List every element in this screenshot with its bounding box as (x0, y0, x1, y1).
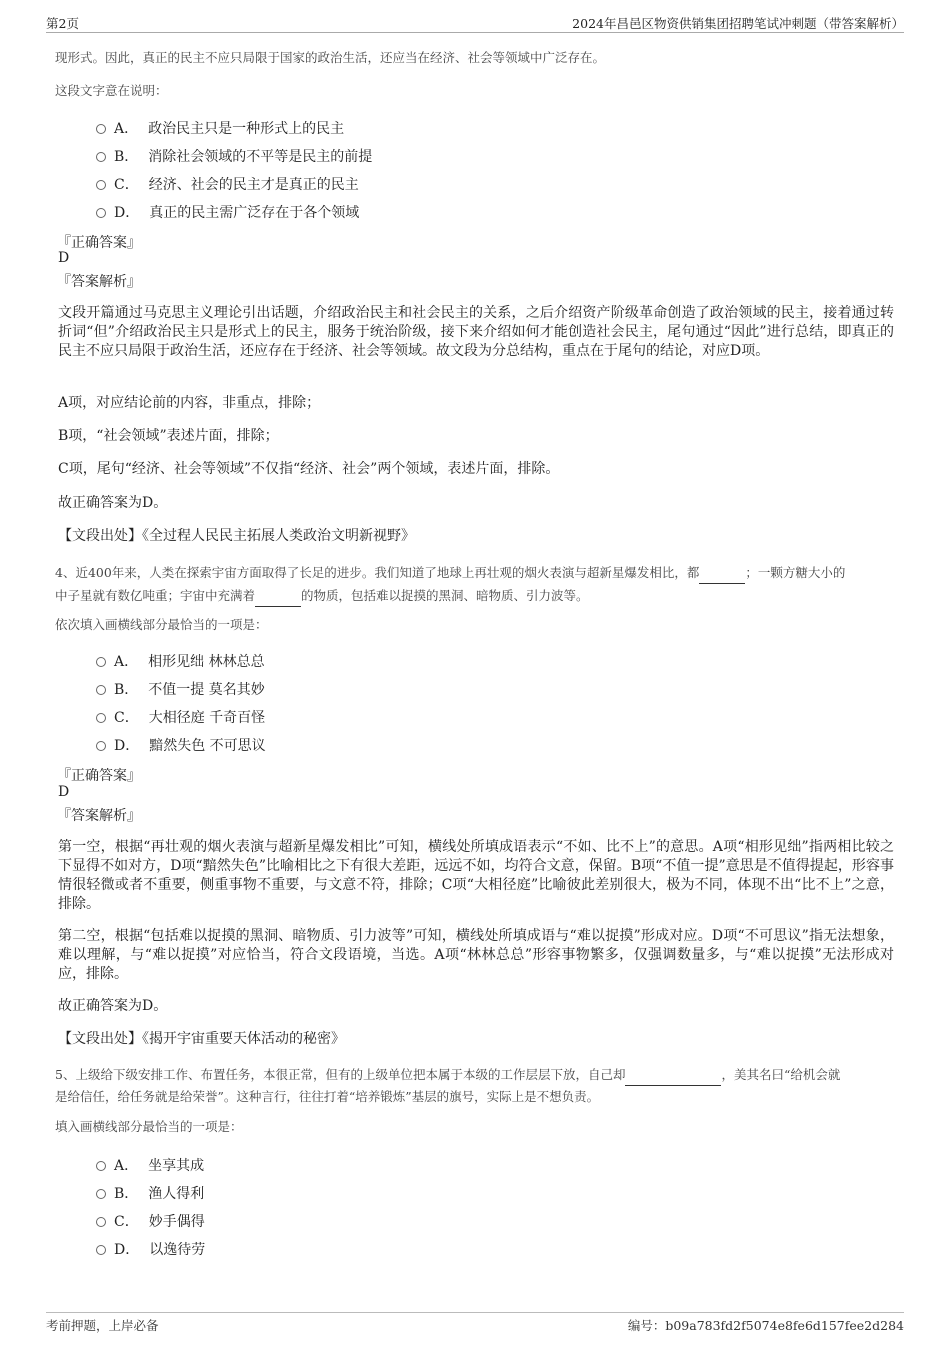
question-4-prompt: 依次填入画横线部分最恰当的一项是： (55, 617, 268, 632)
q3-source: 【文段出处】《全过程人民民主拓展人类政治文明新视野》 (58, 528, 415, 544)
question-4-stem: 4、近400年来，人类在探索宇宙方面取得了长足的进步。我们知道了地球上再壮观的烟火表演与超新星爆发相比，都 ；一颗方糖大小的 中子星就有数亿吨重；宇宙中充满着 的物质，包括难以捉摸的黑洞、暗物质、引力波等。 (55, 561, 895, 607)
question-3-stem-tail: 现形式。因此，真正的民主不应只局限于国家的政治生活，还应当在经济、社会等领域中广泛存在。 (55, 50, 606, 65)
q4-answer-label: 『正确答案』 (57, 768, 141, 784)
radio-icon[interactable] (96, 1189, 106, 1199)
q3-answer-label: 『正确答案』 (57, 235, 141, 251)
document-title: 2024年昌邑区物资供销集团招聘笔试冲刺题（带答案解析） (572, 16, 904, 31)
q4-option-d[interactable]: D． 黯然失色 不可思议 (96, 735, 266, 755)
page-footer (46, 1312, 904, 1333)
q3-option-d[interactable]: D． 真正的民主需广泛存在于各个领域 (96, 202, 359, 222)
fill-blank (255, 584, 301, 607)
fill-blank (625, 1063, 721, 1086)
q3-option-a[interactable]: A． 政治民主只是一种形式上的民主 (96, 118, 344, 138)
q4-analysis-paragraph: 第一空，根据“再壮观的烟火表演与超新星爆发相比”可知，横线处所填成语表示“不如、比不上”的意思。A项“相形见绌”指两相比较之下显得不如对方，D项“黯然失色”比喻相比之下有很大差距，远远不如，均符合文意，保留。B项“不值一提”意思是不值得提起，形容事情很轻微或者不重要，侧重事物不重要，与文意不符，排除；C项“大相径庭”比喻彼此差别很大，极为不同，体现不出“比不上”之意，排除。 (58, 839, 894, 912)
radio-icon[interactable] (96, 152, 106, 162)
question-5-prompt: 填入画横线部分最恰当的一项是： (55, 1119, 243, 1134)
q4-option-c[interactable]: C． 大相径庭 千奇百怪 (96, 707, 265, 727)
radio-icon[interactable] (96, 657, 106, 667)
q4-option-a[interactable]: A． 相形见绌 林林总总 (96, 651, 265, 671)
question-3-prompt: 这段文字意在说明： (55, 83, 168, 98)
fill-blank (699, 561, 745, 584)
radio-icon[interactable] (96, 1245, 106, 1255)
q5-option-c[interactable]: C． 妙手偶得 (96, 1211, 205, 1231)
q3-analysis-paragraph: B项，“社会领域”表述片面，排除； (58, 428, 279, 444)
page-header (46, 12, 904, 33)
radio-icon[interactable] (96, 124, 106, 134)
radio-icon[interactable] (96, 1161, 106, 1171)
q3-analysis-paragraph: 文段开篇通过马克思主义理论引出话题，介绍政治民主和社会民主的关系，之后介绍资产阶级革命创造了政治领域的民主，接着通过转折词“但”介绍政治民主只是形式上的民主，服务于统治阶级，接下来介绍如何才能创造社会民主，尾句通过“因此”进行总结，即真正的民主不应只局限于政治生活，还应存在于经济、社会等领域。故文段为分总结构，重点在于尾句的结论，对应D项。 (58, 305, 894, 359)
q4-analysis-label: 『答案解析』 (57, 808, 141, 824)
q3-analysis-label: 『答案解析』 (57, 274, 141, 290)
q3-option-b[interactable]: B． 消除社会领域的不平等是民主的前提 (96, 146, 372, 166)
footer-slogan: 考前押题，上岸必备 (46, 1318, 159, 1333)
question-5-stem: 5、上级给下级安排工作、布置任务，本很正常，但有的上级单位把本属于本级的工作层层下放，自己却 ，美其名曰“给机会就 是给信任，给任务就是给荣誉”。这种言行，往往打着“培养锻炼”基层的旗号，实际上是不想负责。 (55, 1063, 895, 1108)
radio-icon[interactable] (96, 713, 106, 723)
radio-icon[interactable] (96, 1217, 106, 1227)
q4-analysis-paragraph: 第二空，根据“包括难以捉摸的黑洞、暗物质、引力波等”可知，横线处所填成语与“难以捉摸”形成对应。D项“不可思议”指无法想象，难以理解，与“难以捉摸”对应恰当，符合文段语境，当选。A项“林林总总”形容事物繁多，仅强调数量多，与“难以捉摸”无法形成对应，排除。 (58, 928, 894, 982)
q5-option-d[interactable]: D． 以逸待劳 (96, 1239, 205, 1259)
q3-analysis-conclusion: 故正确答案为D。 (58, 495, 168, 511)
q4-analysis-conclusion: 故正确答案为D。 (58, 998, 168, 1014)
page-number: 第2页 (46, 16, 79, 31)
radio-icon[interactable] (96, 180, 106, 190)
radio-icon[interactable] (96, 685, 106, 695)
q5-option-b[interactable]: B． 渔人得利 (96, 1183, 204, 1203)
q5-option-a[interactable]: A． 坐享其成 (96, 1155, 204, 1175)
q3-answer: D (58, 250, 70, 266)
radio-icon[interactable] (96, 208, 106, 218)
q4-answer: D (58, 784, 70, 800)
document-id: 编号：b09a783fd2f5074e8fe6d157fee2d284 (627, 1318, 904, 1333)
q3-option-c[interactable]: C． 经济、社会的民主才是真正的民主 (96, 174, 359, 194)
q3-analysis-paragraph: A项，对应结论前的内容，非重点，排除； (58, 395, 321, 411)
q3-analysis-paragraph: C项，尾句“经济、社会等领域”不仅指“经济、社会”两个领域，表述片面，排除。 (58, 461, 560, 477)
radio-icon[interactable] (96, 741, 106, 751)
q4-source: 【文段出处】《揭开宇宙重要天体活动的秘密》 (58, 1031, 345, 1047)
q4-option-b[interactable]: B． 不值一提 莫名其妙 (96, 679, 265, 699)
